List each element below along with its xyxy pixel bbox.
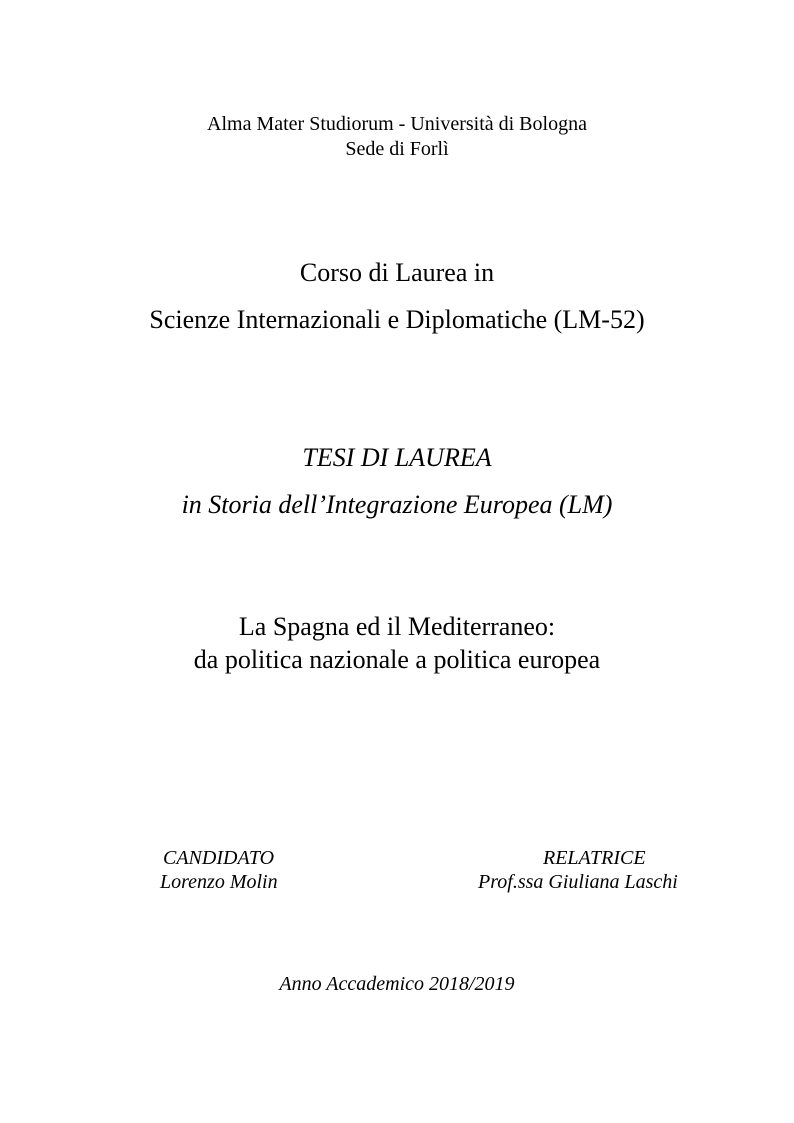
supervisor-name: Prof.ssa Giuliana Laschi	[478, 871, 678, 893]
course-heading: Corso di Laurea in	[299, 258, 495, 287]
course-name: Scienze Internazionali e Diplomatiche (LM-52)	[149, 305, 645, 334]
academic-year: Anno Accademico 2018/2019	[279, 973, 515, 995]
thesis-title-line2: da politica nazionale a politica europea	[193, 645, 601, 674]
thesis-subject: in Storia dell’Integrazione Europea (LM)	[181, 490, 613, 519]
candidate-name: Lorenzo Molin	[160, 871, 278, 893]
supervisor-label: RELATRICE	[543, 847, 646, 869]
thesis-title-line1: La Spagna ed il Mediterraneo:	[238, 612, 556, 641]
candidate-label: CANDIDATO	[163, 847, 275, 869]
thesis-type: TESI DI LAUREA	[302, 443, 492, 472]
campus-name: Sede di Forlì	[345, 138, 449, 160]
university-name: Alma Mater Studiorum - Università di Bologna	[207, 113, 587, 135]
